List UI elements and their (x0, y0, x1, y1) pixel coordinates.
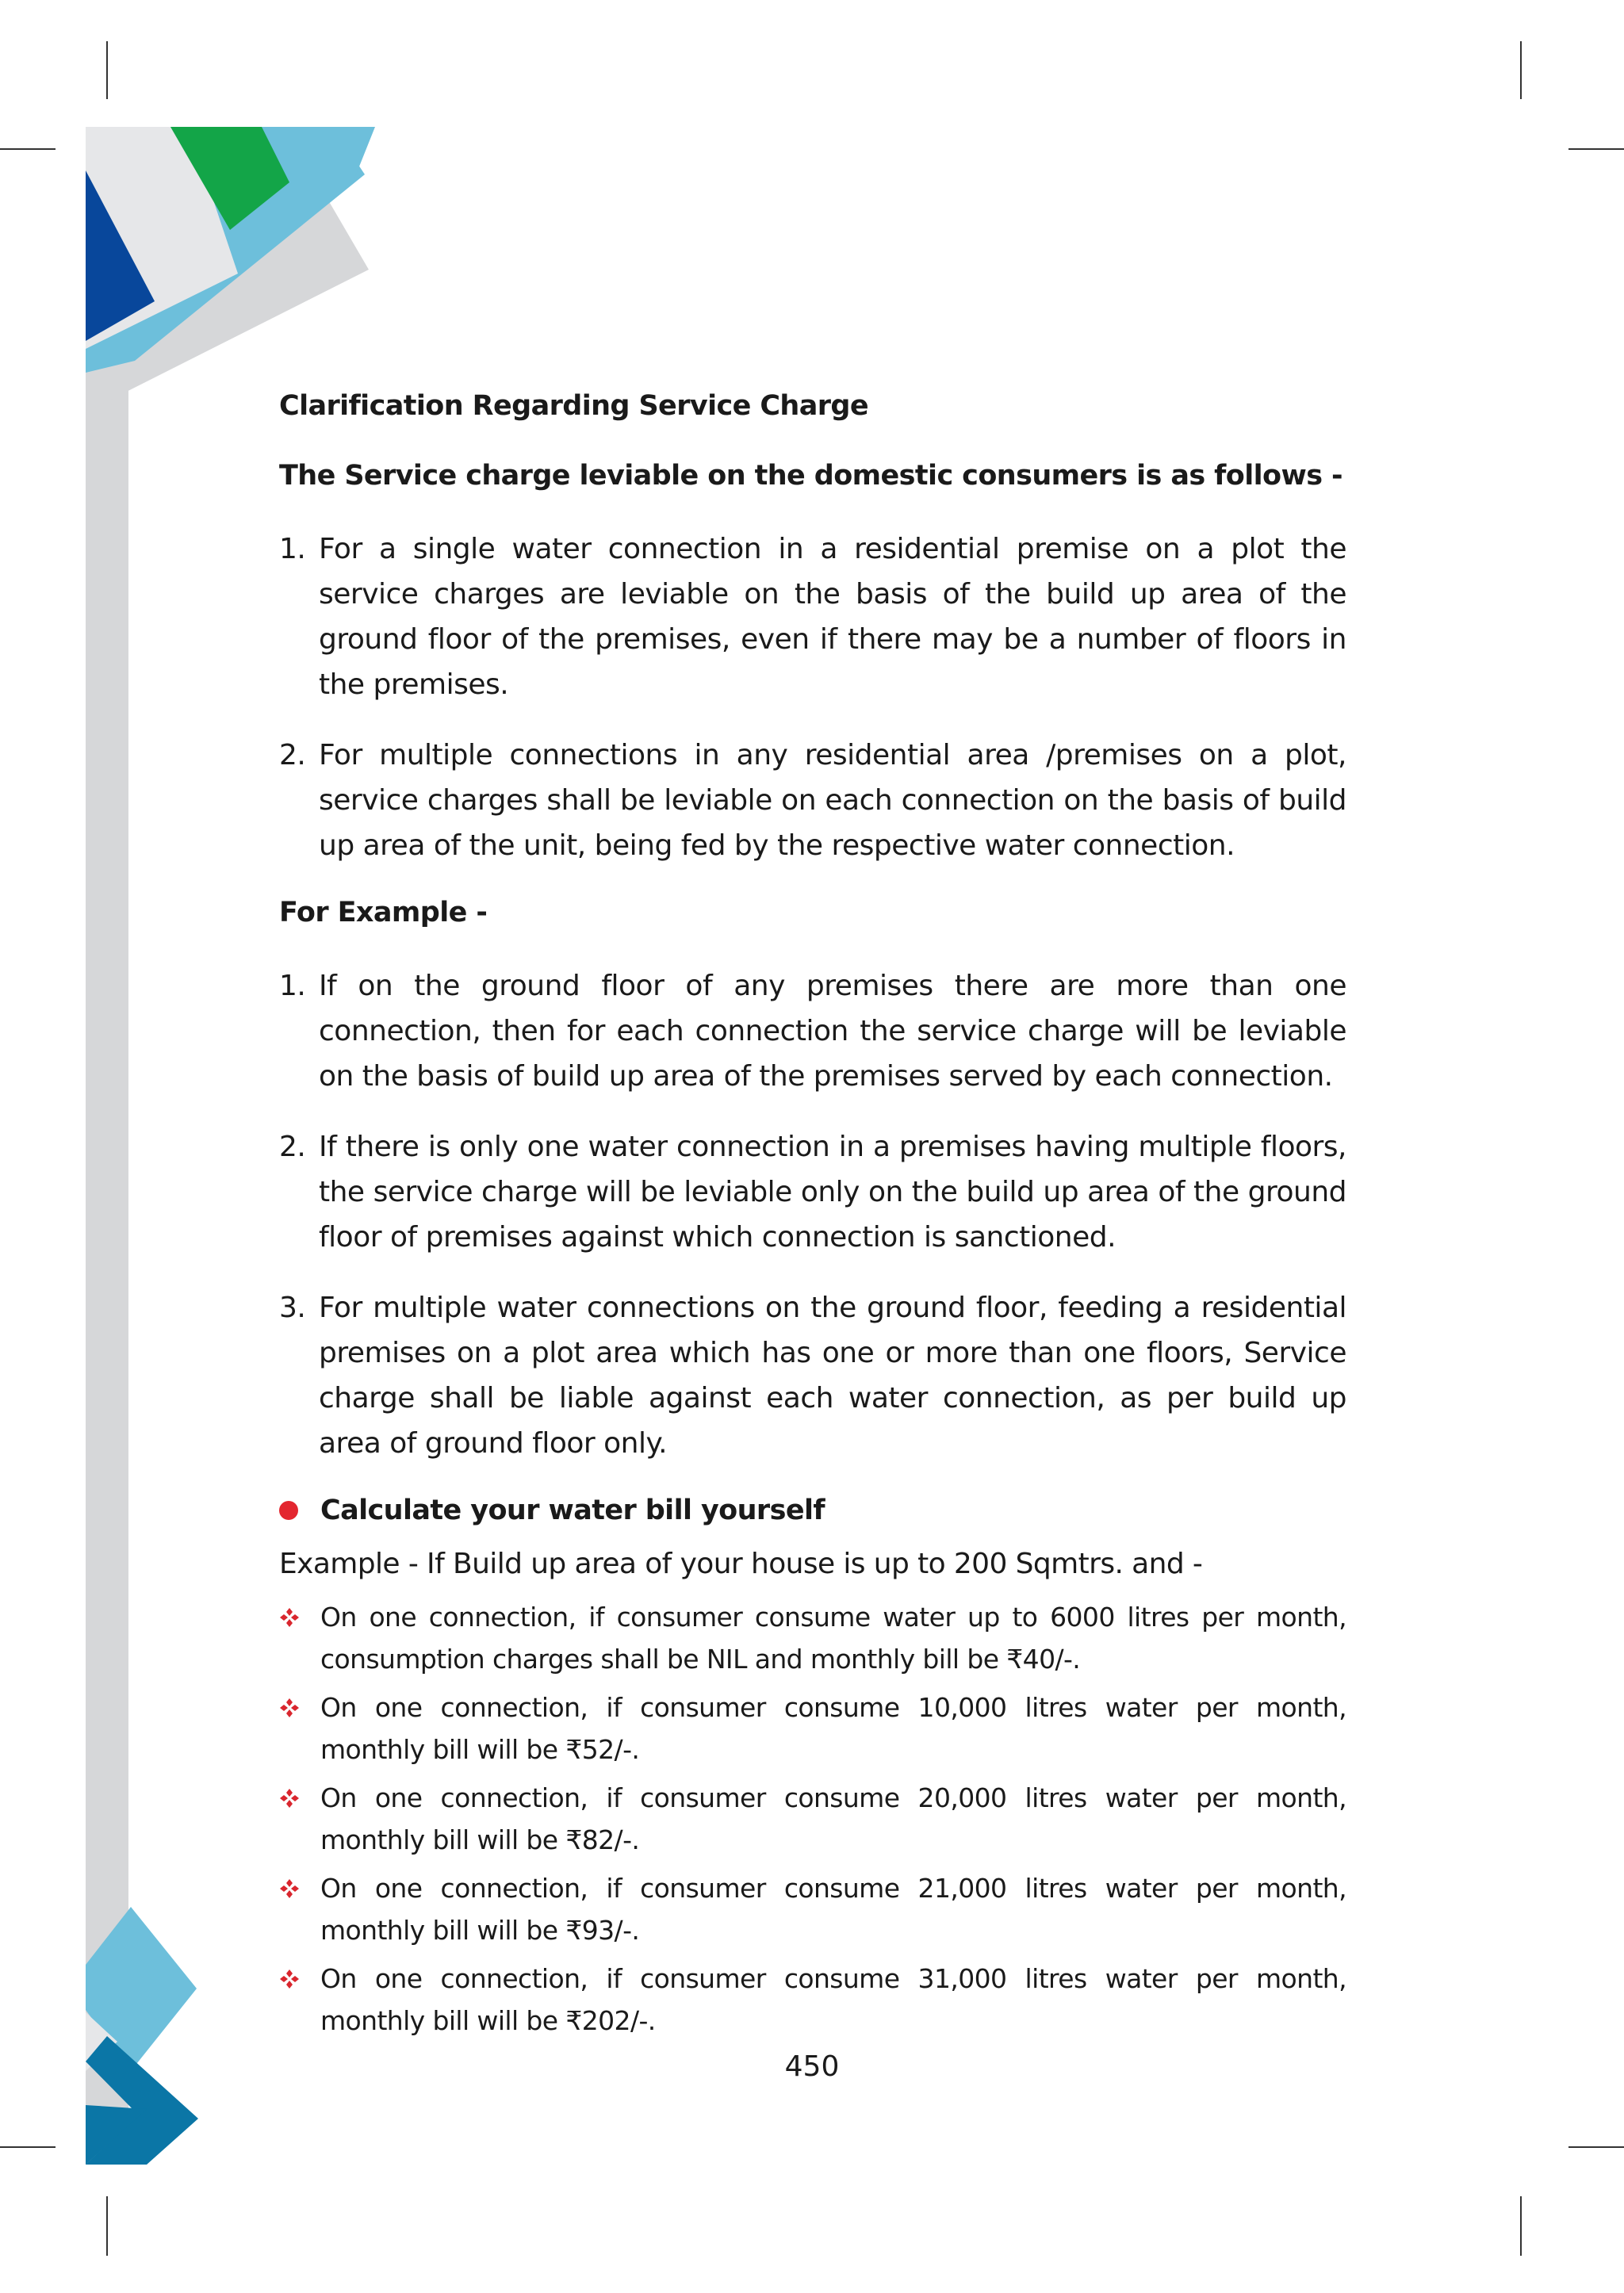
page-number: 450 (784, 2050, 840, 2083)
page-content (279, 387, 1346, 2048)
list-item (279, 526, 1346, 707)
calculate-bill-heading (279, 1491, 1346, 1529)
item-text: For a single water connection in a residential premise on a plot the service charges are leviable on the basis of the build up area of the ground floor of the premises, even if there may be a number of floors in the premises. (319, 533, 1346, 701)
example-text: On one connection, if consumer consume water up to 6000 litres per month, consumption charges shall be NIL and monthly bill be ₹40/-. (320, 1602, 1346, 1675)
example-text: On one connection, if consumer consume 20,000 litres water per month, monthly bill will be ₹82/-. (320, 1782, 1346, 1855)
example-item (279, 1596, 1346, 1680)
list-item (279, 733, 1346, 868)
list-item (279, 1124, 1346, 1260)
item-text: For multiple water connections on the ground floor, feeding a residential premises on a plot area which has one or more than one floors, Service charge shall be liable against each water connection, as per build up area of ground floor only. (319, 1292, 1346, 1460)
item-number: 2. (279, 739, 306, 771)
example-item (279, 1686, 1346, 1770)
item-text: If there is only one water connection in a premises having multiple floors, the service charge will be leviable only on the build up area of the ground floor of premises against which connection is sanctioned. (319, 1131, 1346, 1254)
item-number: 1. (279, 970, 306, 1002)
diamond-bullet-icon (279, 1878, 300, 1899)
example-intro: Example - If Build up area of your house is up to 200 Sqmtrs. and - (279, 1548, 1203, 1580)
item-number: 2. (279, 1131, 306, 1163)
diamond-bullet-icon (279, 1698, 300, 1718)
diamond-bullet-icon (279, 1607, 300, 1628)
item-number: 3. (279, 1292, 306, 1324)
heading-for-example: For Example - (279, 897, 488, 928)
heading-clarification: Clarification Regarding Service Charge (279, 390, 869, 422)
item-number: 1. (279, 533, 306, 565)
corner-top-decoration (86, 127, 375, 412)
example-text: On one connection, if consumer consume 21,000 litres water per month, monthly bill will be ₹93/-. (320, 1873, 1346, 1946)
example-item (279, 1777, 1346, 1861)
calculate-bill-label: Calculate your water bill yourself (320, 1495, 825, 1526)
item-text: For multiple connections in any residential area /premises on a plot, service charges shall be leviable on each connection on the basis of build up area of the unit, being fed by the respective water connection. (319, 739, 1346, 862)
example-item (279, 1958, 1346, 2042)
left-grey-band (86, 333, 128, 2165)
diamond-bullet-icon (279, 1788, 300, 1809)
item-text: If on the ground floor of any premises there are more than one connection, then for each connection the service charge will be leviable on the basis of build up area of the premises served by each connection. (319, 970, 1346, 1093)
example-item (279, 1867, 1346, 1951)
heading-service-charge: The Service charge leviable on the domestic consumers is as follows - (279, 460, 1342, 492)
example-text: On one connection, if consumer consume 31,000 litres water per month, monthly bill will be ₹202/-. (320, 1963, 1346, 2036)
list-item (279, 1285, 1346, 1466)
red-dot-icon (279, 1501, 298, 1520)
list-item (279, 963, 1346, 1099)
example-text: On one connection, if consumer consume 10,000 litres water per month, monthly bill will be ₹52/-. (320, 1692, 1346, 1765)
corner-bottom-decoration (86, 1907, 198, 2165)
diamond-bullet-icon (279, 1969, 300, 1989)
